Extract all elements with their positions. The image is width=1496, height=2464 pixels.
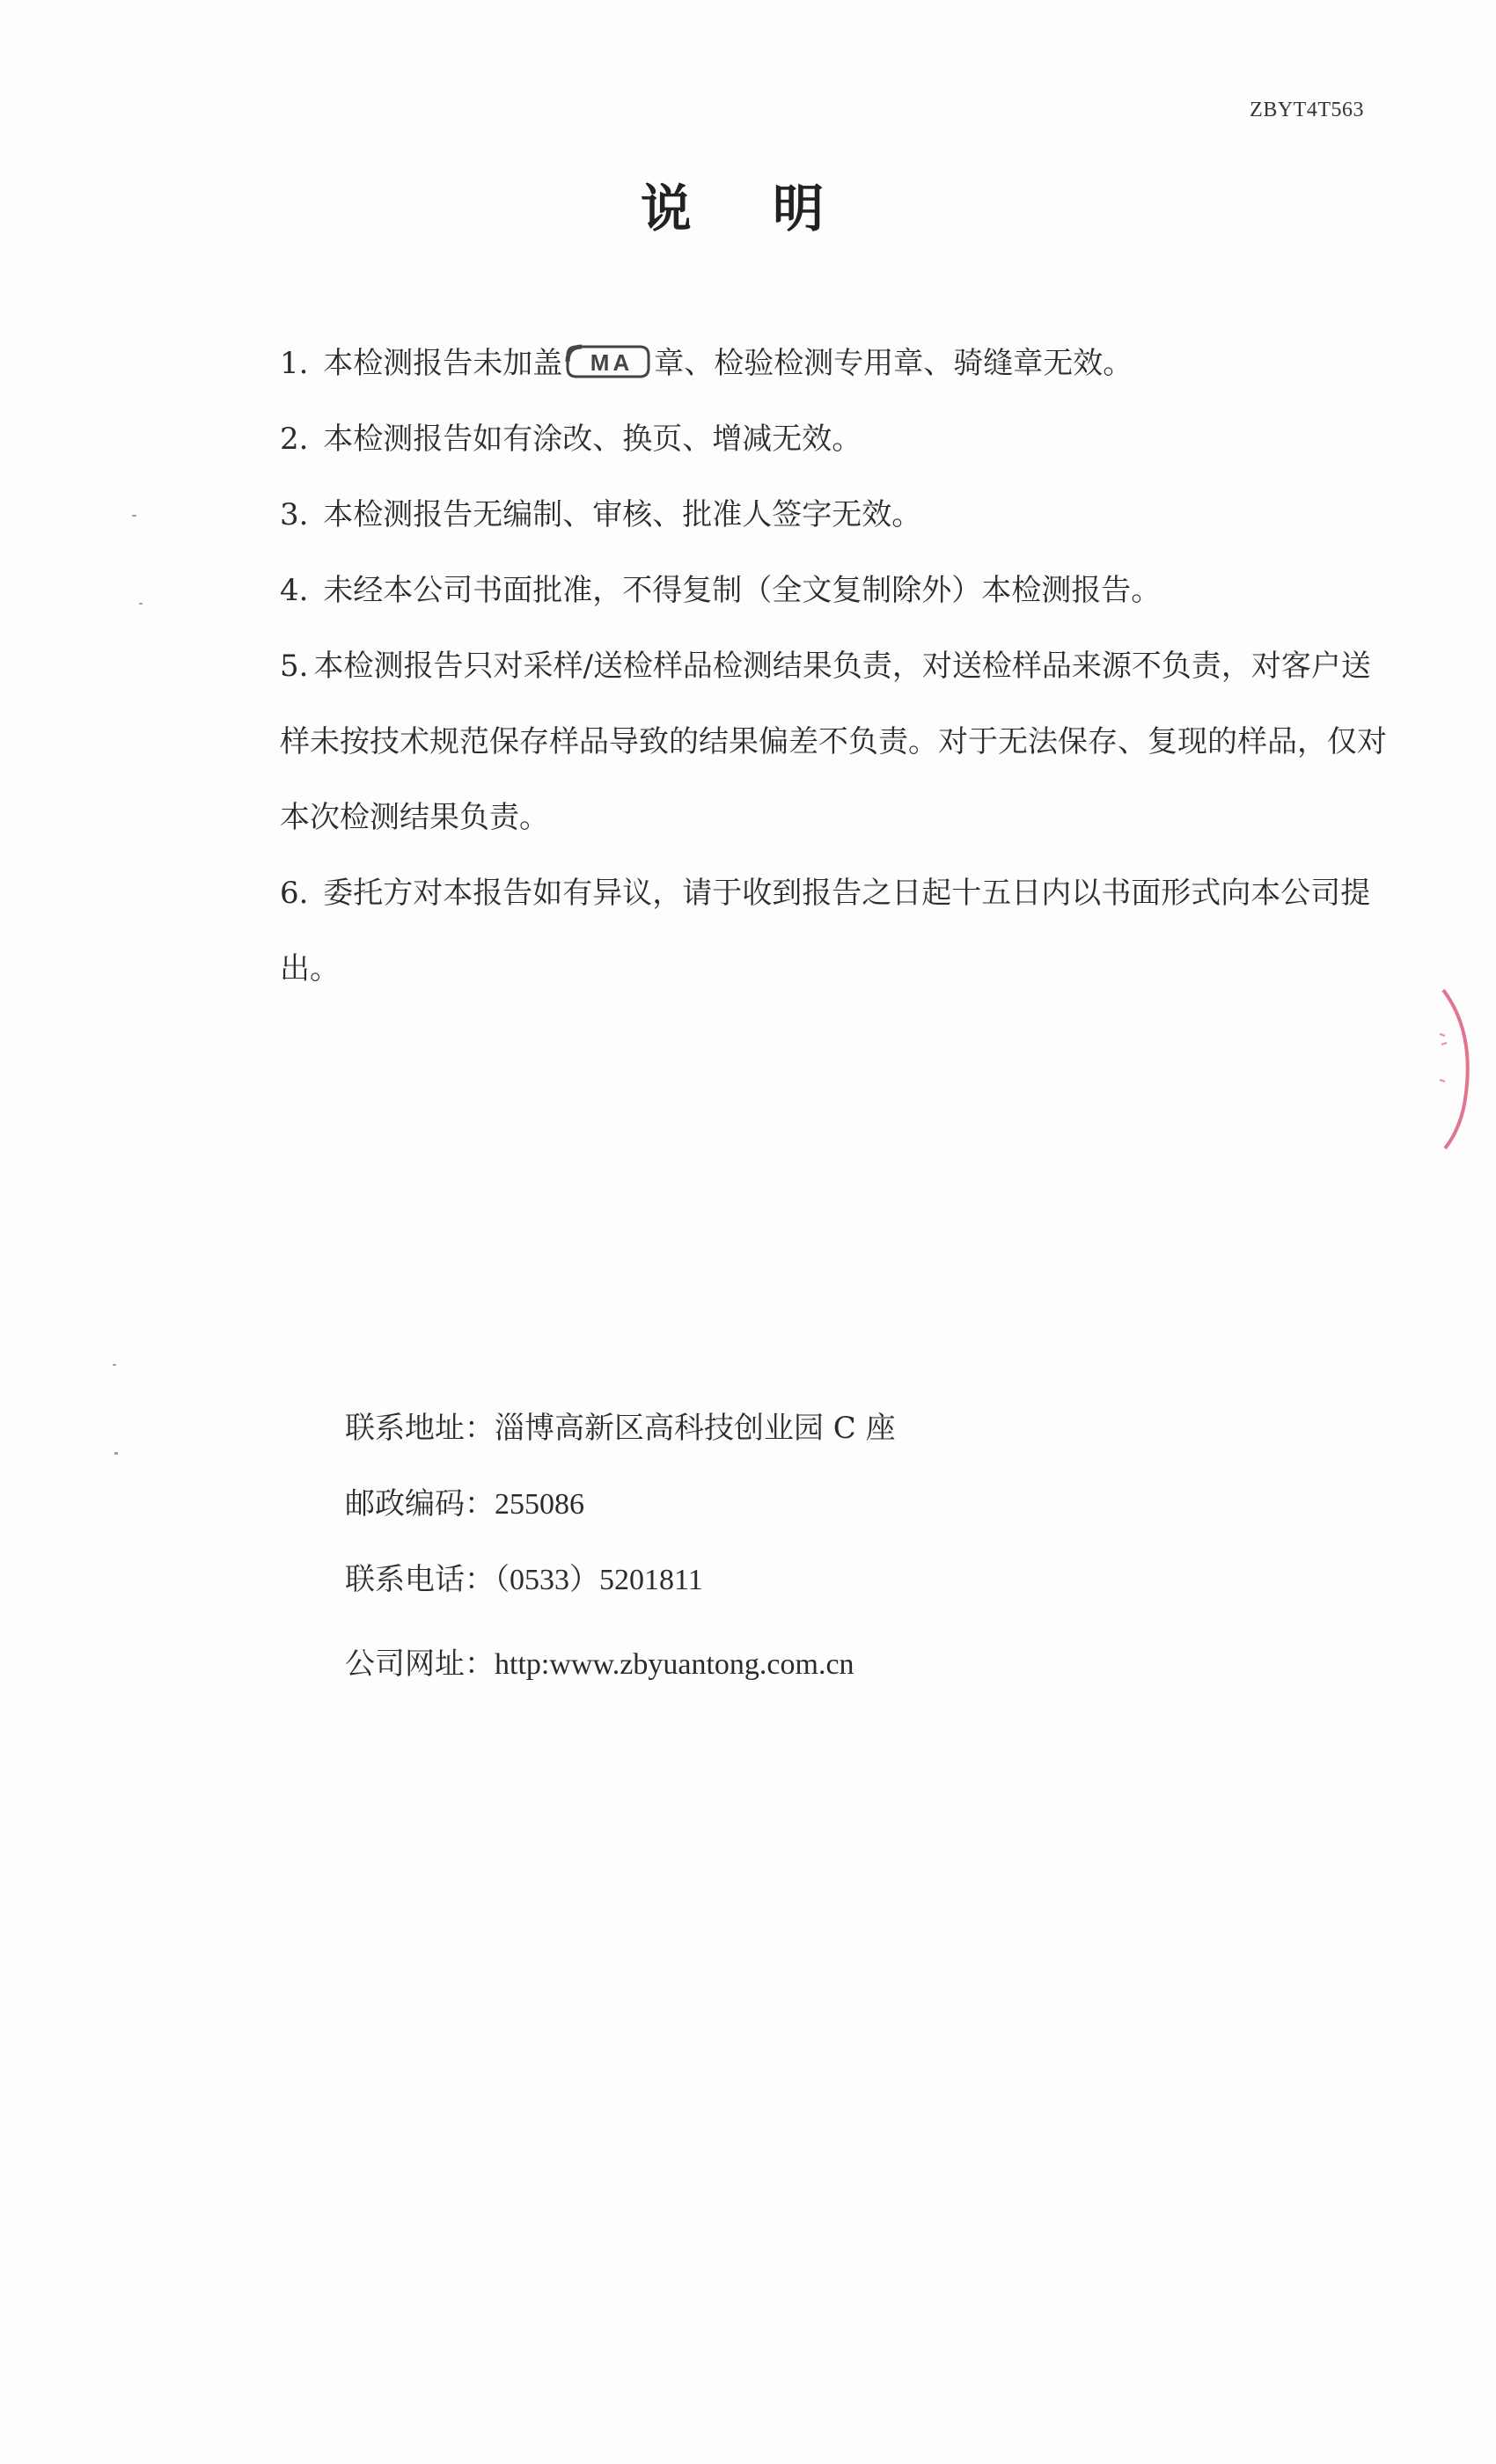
note-number: 3. <box>280 497 309 532</box>
note-text: 章、检验检测专用章、骑缝章无效。 <box>654 346 1133 381</box>
website-value: http:www.zbyuantong.com.cn <box>495 1648 854 1681</box>
note-number: 1. <box>280 346 309 381</box>
note-text: 委托方对本报告如有异议，请于收到报告之日起十五日内以书面形式向本公司提出。 <box>280 876 1371 986</box>
scan-speck <box>132 515 136 517</box>
cma-mark-text: MA <box>590 349 634 376</box>
postcode-value: 255086 <box>495 1488 584 1521</box>
contact-phone-row <box>345 1542 896 1617</box>
note-item-2 <box>280 401 1390 477</box>
cma-mark-icon <box>564 343 652 380</box>
note-item-1 <box>280 326 1390 401</box>
website-label: 公司网址： <box>345 1646 495 1682</box>
scan-speck <box>139 603 143 605</box>
contact-postcode-row <box>345 1466 896 1542</box>
contact-website-row <box>345 1626 896 1702</box>
scan-speck <box>113 1364 116 1366</box>
note-item-5 <box>280 628 1390 855</box>
address-label: 联系地址： <box>345 1411 495 1446</box>
note-text: 本检测报告只对采样/送检样品检测结果负责，对送检样品来源不负责，对客户送样未按技术规范保存样品导致的结果偏差不负责。对于无法保存、复现的样品，仅对本次检测结果负责。 <box>280 649 1387 835</box>
notes-list <box>280 326 1390 1007</box>
note-item-3 <box>280 477 1390 553</box>
note-text: 未经本公司书面批准，不得复制（全文复制除外）本检测报告。 <box>323 573 1162 608</box>
address-value: 淄博高新区高科技创业园 C 座 <box>495 1411 896 1446</box>
note-number: 6. <box>280 876 309 911</box>
seal-stamp-icon <box>1426 981 1478 1157</box>
note-number: 2. <box>280 422 309 457</box>
page-title: 说 明 <box>640 179 856 238</box>
note-number: 4. <box>280 573 309 608</box>
note-item-4 <box>280 553 1390 628</box>
document-code: ZBYT4T563 <box>1250 99 1364 121</box>
scan-speck <box>114 1452 118 1455</box>
note-text: 本检测报告如有涂改、换页、增减无效。 <box>323 422 862 457</box>
contact-address-row <box>345 1390 896 1466</box>
note-number: 5. <box>280 649 309 684</box>
note-text: 本检测报告无编制、审核、批准人签字无效。 <box>323 497 922 532</box>
note-text: 本检测报告未加盖 <box>323 346 563 381</box>
phone-value: （0533）5201811 <box>495 1564 703 1596</box>
phone-label: 联系电话： <box>345 1562 495 1597</box>
contact-block <box>345 1390 896 1702</box>
note-item-6 <box>280 855 1390 1007</box>
postcode-label: 邮政编码： <box>345 1486 495 1522</box>
